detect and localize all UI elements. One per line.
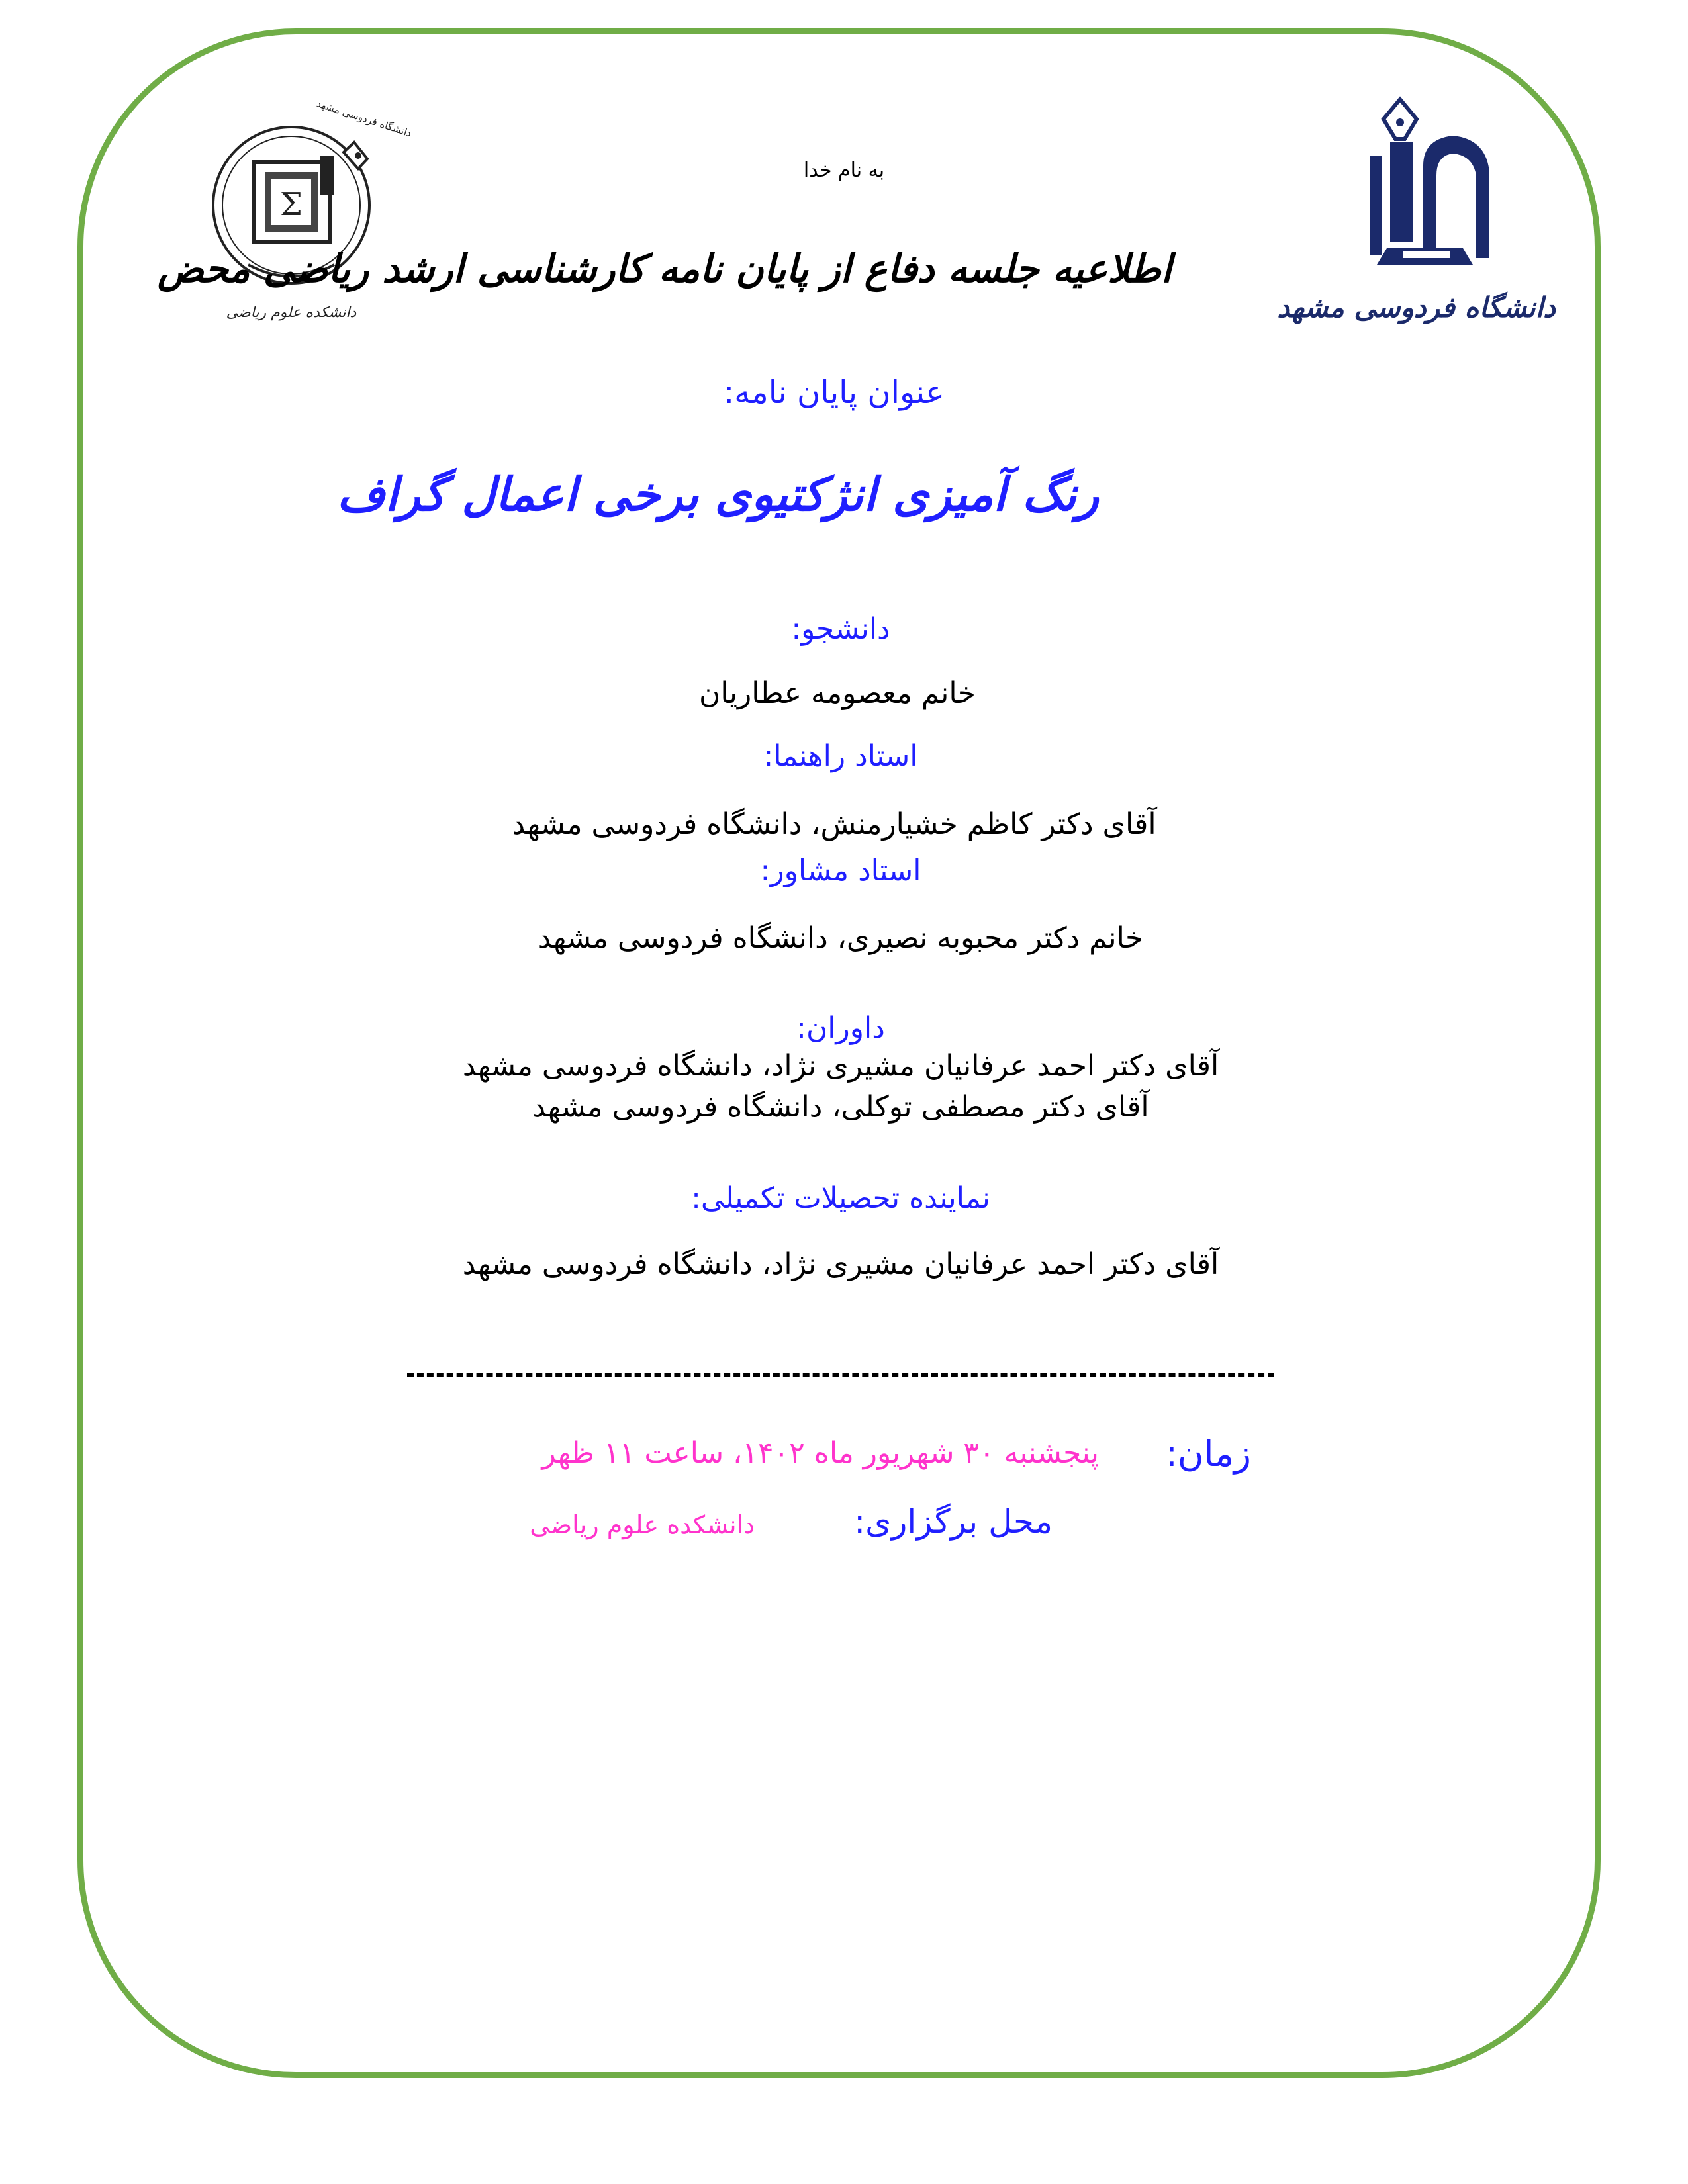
right-logo-caption: دانشگاه فردوسی مشهد — [1277, 291, 1556, 324]
thesis-title-label: عنوان پایان نامه: — [724, 374, 945, 411]
consultant-label: استاد مشاور: — [760, 854, 921, 887]
time-value: پنجشنبه ۳۰ شهریور ماه ۱۴۰۲، ساعت ۱۱ ظهر — [541, 1436, 1099, 1470]
left-logo-caption-top: دانشگاه فردوسی مشهد — [315, 97, 413, 140]
graduate-rep-name: آقای دکتر احمد عرفانیان مشیری نژاد، دانشگاه فردوسی مشهد — [462, 1248, 1219, 1281]
bismillah-text: به نام خدا — [803, 159, 885, 182]
advisor-name: آقای دکتر کاظم خشیارمنش، دانشگاه فردوسی مشهد — [512, 807, 1156, 841]
ferdowsi-university-logo-icon — [1277, 93, 1556, 351]
referee-name: آقای دکتر مصطفی توکلی، دانشگاه فردوسی مشهد — [532, 1090, 1149, 1124]
left-logo-caption-bottom: دانشکده علوم ریاضی — [226, 304, 357, 321]
advisor-label: استاد راهنما: — [763, 739, 918, 773]
referees-label: داوران: — [796, 1011, 885, 1045]
venue-label: محل برگزاری: — [854, 1502, 1053, 1541]
venue-value: دانشکده علوم ریاضی — [530, 1510, 755, 1539]
thesis-title: رنگ آمیزی انژکتیوی برخی اعمال گراف — [337, 467, 1099, 522]
dashed-separator — [407, 1373, 1274, 1377]
graduate-rep-label: نماینده تحصیلات تکمیلی: — [691, 1181, 990, 1215]
faculty-math-seal-icon — [202, 97, 413, 344]
referee-name: آقای دکتر احمد عرفانیان مشیری نژاد، دانشگاه فردوسی مشهد — [462, 1049, 1219, 1083]
consultant-name: خانم دکتر محبوبه نصیری، دانشگاه فردوسی مشهد — [538, 921, 1144, 955]
svg-text:Σ: Σ — [280, 186, 303, 223]
time-label: زمان: — [1165, 1433, 1251, 1475]
page-title: اطلاعیه جلسه دفاع از پایان نامه کارشناسی ارشد ریاضی محض — [157, 246, 1172, 291]
student-label: دانشجو: — [791, 612, 890, 646]
student-name: خانم معصومه عطاریان — [699, 676, 976, 710]
